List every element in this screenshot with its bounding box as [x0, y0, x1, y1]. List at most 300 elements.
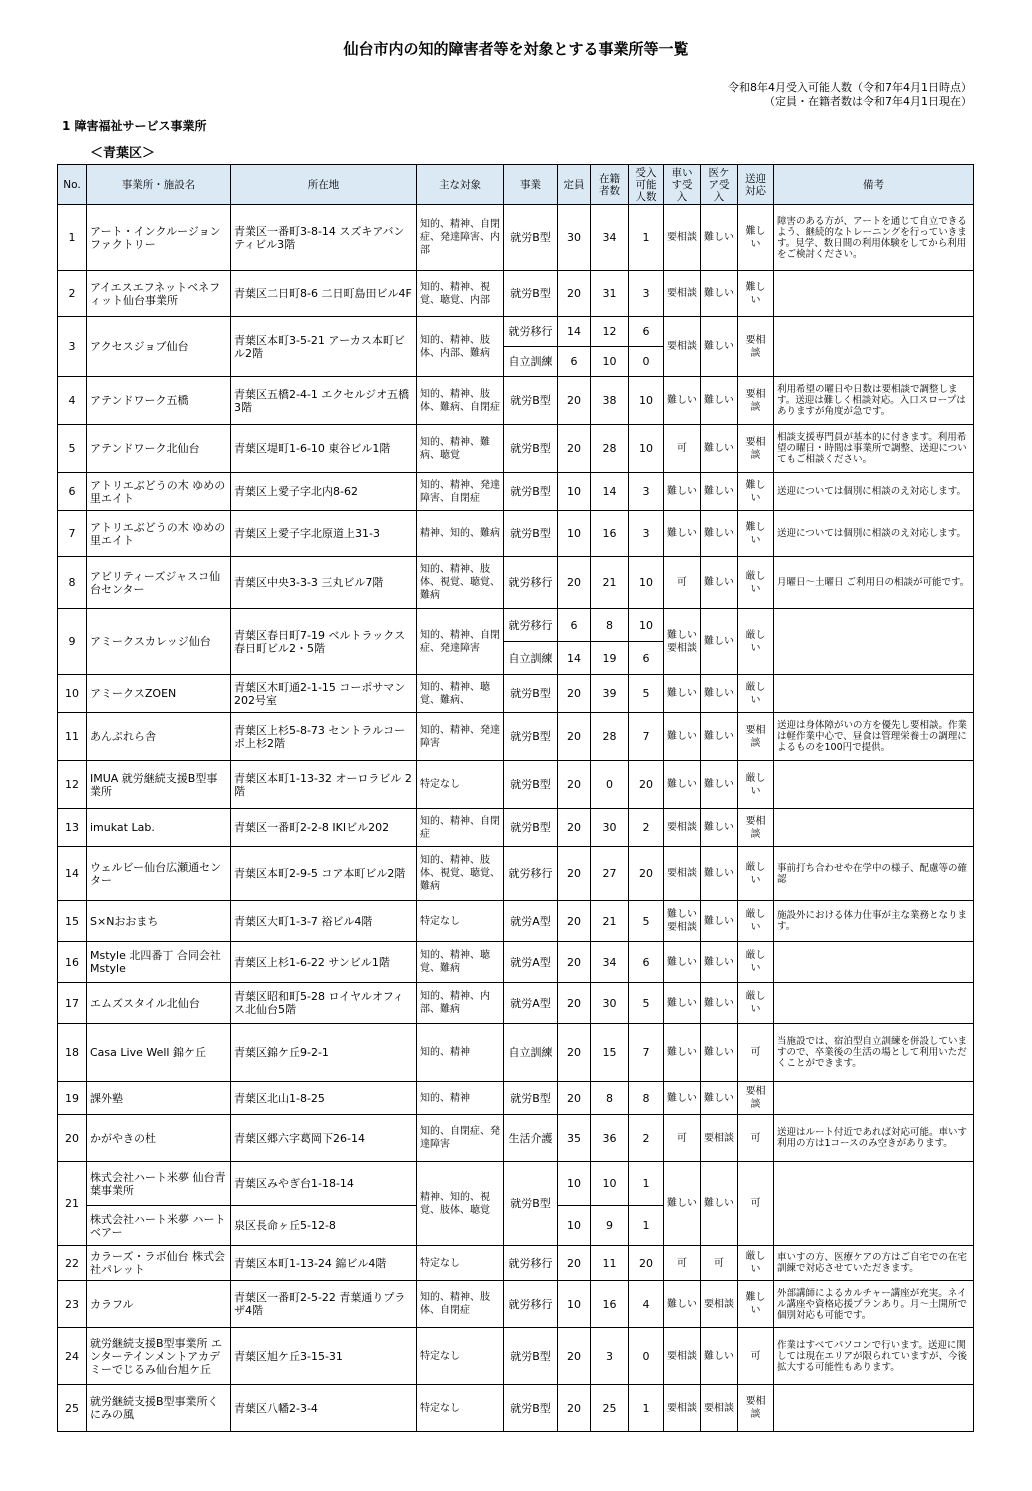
capacity: 10 — [558, 511, 591, 557]
medical-care: 難しい — [701, 425, 738, 473]
enrolled: 12 — [591, 317, 629, 347]
transport: 難しい — [738, 205, 774, 271]
enrolled: 27 — [591, 847, 629, 901]
wheelchair: 要相談 — [664, 1328, 701, 1385]
page-title: 仙台市内の知的障害者等を対象とする事業所等一覧 — [343, 40, 689, 58]
facility-address: 青葉区北山1-8-25 — [231, 1082, 417, 1115]
target-groups: 知的、精神、難病、聴覚 — [417, 425, 504, 473]
wheelchair: 難しい — [664, 511, 701, 557]
target-groups: 知的、精神、肢体、視覚、聴覚、難病 — [417, 557, 504, 609]
wheelchair: 要相談 — [664, 847, 701, 901]
capacity: 20 — [558, 1328, 591, 1385]
medical-care: 難しい — [701, 473, 738, 511]
header-cell: 車いす受入 — [664, 165, 701, 205]
target-groups: 特定なし — [417, 1328, 504, 1385]
acceptable: 6 — [629, 642, 664, 675]
header-cell: 事業 — [504, 165, 558, 205]
medical-care: 難しい — [701, 609, 738, 675]
capacity: 14 — [558, 642, 591, 675]
target-groups: 特定なし — [417, 761, 504, 809]
enrolled: 0 — [591, 761, 629, 809]
acceptable: 5 — [629, 901, 664, 942]
enrolled: 15 — [591, 1024, 629, 1082]
transport: 要相談 — [738, 317, 774, 377]
row-no: 1 — [58, 205, 87, 271]
medical-care: 難しい — [701, 317, 738, 377]
table-row — [58, 1024, 974, 1082]
wheelchair: 難しい — [664, 1162, 701, 1246]
enrolled: 16 — [591, 511, 629, 557]
wheelchair: 可 — [664, 1115, 701, 1162]
medical-care: 難しい — [701, 271, 738, 317]
service-type: 自立訓練 — [504, 1024, 558, 1082]
facility-address: 青葉区二日町8-6 二日町島田ビル4F — [231, 271, 417, 317]
facility-name: アイエスエフネットベネフィット仙台事業所 — [87, 271, 231, 317]
service-type: 自立訓練 — [504, 347, 558, 377]
table-row — [58, 1385, 974, 1432]
service-type: 就労B型 — [504, 1328, 558, 1385]
acceptable: 1 — [629, 205, 664, 271]
service-type: 就労B型 — [504, 377, 558, 425]
acceptable: 2 — [629, 1115, 664, 1162]
facility-address: 青葉区上杉1-6-22 サンビル1階 — [231, 942, 417, 983]
transport: 難しい — [738, 271, 774, 317]
acceptable: 3 — [629, 511, 664, 557]
target-groups: 知的、自閉症、発達障害 — [417, 1115, 504, 1162]
facility-name: エムズスタイル北仙台 — [87, 983, 231, 1024]
wheelchair: 難しい — [664, 713, 701, 761]
target-groups: 特定なし — [417, 1385, 504, 1432]
medical-care: 要相談 — [701, 1115, 738, 1162]
enrolled: 34 — [591, 205, 629, 271]
acceptable: 10 — [629, 425, 664, 473]
enrolled: 8 — [591, 609, 629, 642]
facility-address: 青葉区木町通2-1-15 コーポサマン202号室 — [231, 675, 417, 713]
service-type: 就労移行 — [504, 847, 558, 901]
capacity: 20 — [558, 942, 591, 983]
service-type: 生活介護 — [504, 1115, 558, 1162]
transport: 難しい — [738, 473, 774, 511]
remarks: 送迎については個別に相談のえ対応します。 — [774, 473, 974, 511]
row-no: 13 — [58, 809, 87, 847]
target-groups: 知的、精神、自閉症、発達障害、内部 — [417, 205, 504, 271]
acceptable: 7 — [629, 1024, 664, 1082]
remarks: 車いすの方、医療ケアの方はご自宅での在宅訓練で対応させていただきます。 — [774, 1246, 974, 1281]
table-row — [58, 809, 974, 847]
transport: 厳しい — [738, 983, 774, 1024]
remarks — [774, 1385, 974, 1432]
transport: 要相談 — [738, 713, 774, 761]
target-groups: 精神、知的、難病 — [417, 511, 504, 557]
remarks: 相談支援専門員が基本的に付きます。利用希望の曜日・時間は事業所で調整、送迎についてもご相談ください。 — [774, 425, 974, 473]
service-type: 就労A型 — [504, 901, 558, 942]
acceptable: 7 — [629, 713, 664, 761]
acceptable: 10 — [629, 377, 664, 425]
service-type: 就労B型 — [504, 809, 558, 847]
remarks — [774, 1082, 974, 1115]
table-row — [58, 609, 974, 642]
wheelchair: 要相談 — [664, 271, 701, 317]
enrolled: 8 — [591, 1082, 629, 1115]
row-no: 9 — [58, 609, 87, 675]
target-groups: 知的、精神、内部、難病 — [417, 983, 504, 1024]
row-no: 25 — [58, 1385, 87, 1432]
service-type: 就労移行 — [504, 1246, 558, 1281]
table-row — [58, 473, 974, 511]
remarks: 利用希望の曜日や日数は要相談で調整します。送迎は難しく相談対応。入口スロープはありますが角度が急です。 — [774, 377, 974, 425]
service-type: 就労B型 — [504, 271, 558, 317]
wheelchair: 要相談 — [664, 809, 701, 847]
facility-name: IMUA 就労継続支援B型事業所 — [87, 761, 231, 809]
row-no: 7 — [58, 511, 87, 557]
table-row — [58, 942, 974, 983]
wheelchair: 難しい — [664, 761, 701, 809]
enrolled: 10 — [591, 1162, 629, 1206]
header-cell: 定員 — [558, 165, 591, 205]
remarks: 送迎については個別に相談のえ対応します。 — [774, 511, 974, 557]
capacity: 10 — [558, 1162, 591, 1206]
enrolled: 36 — [591, 1115, 629, 1162]
target-groups: 知的、精神、自閉症、発達障害 — [417, 609, 504, 675]
enrolled: 14 — [591, 473, 629, 511]
remarks: 送迎はルート付近であれば対応可能。車いす利用の方は1コースのみ空きがあります。 — [774, 1115, 974, 1162]
transport: 可 — [738, 1162, 774, 1246]
facility-address: 青葉区本町2-9-5 コア本町ビル2階 — [231, 847, 417, 901]
acceptable: 10 — [629, 557, 664, 609]
capacity: 20 — [558, 1385, 591, 1432]
capacity: 20 — [558, 761, 591, 809]
facility-name: S×Nおおまち — [87, 901, 231, 942]
service-type: 就労B型 — [504, 425, 558, 473]
acceptable: 3 — [629, 271, 664, 317]
enrolled: 30 — [591, 983, 629, 1024]
table-row — [58, 847, 974, 901]
row-no: 6 — [58, 473, 87, 511]
row-no: 2 — [58, 271, 87, 317]
acceptable: 10 — [629, 609, 664, 642]
capacity: 10 — [558, 473, 591, 511]
remarks — [774, 809, 974, 847]
enrolled: 30 — [591, 809, 629, 847]
ward-heading: ＜青葉区＞ — [90, 146, 156, 161]
wheelchair: 難しい 要相談 — [664, 609, 701, 675]
table-row — [58, 901, 974, 942]
capacity: 20 — [558, 271, 591, 317]
service-type: 就労B型 — [504, 1082, 558, 1115]
facility-name: アミークスZOEN — [87, 675, 231, 713]
wheelchair: 要相談 — [664, 1385, 701, 1432]
service-type: 自立訓練 — [504, 642, 558, 675]
enrolled: 25 — [591, 1385, 629, 1432]
transport: 厳しい — [738, 675, 774, 713]
facility-name: 株式会社ハート米夢 仙台青葉事業所 — [87, 1162, 231, 1206]
capacity: 30 — [558, 205, 591, 271]
remarks: 施設外における体力仕事が主な業務となります。 — [774, 901, 974, 942]
capacity: 20 — [558, 425, 591, 473]
transport: 厳しい — [738, 557, 774, 609]
facility-name: 課外塾 — [87, 1082, 231, 1115]
table-row — [58, 1246, 974, 1281]
medical-care: 難しい — [701, 1162, 738, 1246]
target-groups: 知的、精神、発達障害 — [417, 713, 504, 761]
facility-address: 青葉区錦ケ丘9-2-1 — [231, 1024, 417, 1082]
acceptable: 20 — [629, 1246, 664, 1281]
remarks — [774, 675, 974, 713]
facility-address: 青葉区五橋2-4-1 エクセルジオ五橋3階 — [231, 377, 417, 425]
medical-care: 難しい — [701, 557, 738, 609]
enrolled: 38 — [591, 377, 629, 425]
facility-address: 青業区一番町3-8-14 スズキアバンティビル3階 — [231, 205, 417, 271]
enrolled: 28 — [591, 425, 629, 473]
table-row — [58, 1115, 974, 1162]
section-heading: 1 障害福祉サービス事業所 — [62, 119, 207, 133]
row-no: 3 — [58, 317, 87, 377]
acceptable: 8 — [629, 1082, 664, 1115]
target-groups: 知的、精神、聴覚、難病 — [417, 942, 504, 983]
row-no: 4 — [58, 377, 87, 425]
wheelchair: 可 — [664, 425, 701, 473]
capacity: 20 — [558, 377, 591, 425]
row-no: 24 — [58, 1328, 87, 1385]
table-row — [58, 761, 974, 809]
capacity: 10 — [558, 1206, 591, 1246]
wheelchair: 難しい — [664, 377, 701, 425]
acceptable: 3 — [629, 473, 664, 511]
wheelchair: 難しい — [664, 1281, 701, 1328]
transport: 要相談 — [738, 377, 774, 425]
acceptable: 4 — [629, 1281, 664, 1328]
row-no: 14 — [58, 847, 87, 901]
facility-table — [57, 164, 974, 1432]
date-note: 令和8年4月受入可能人数（令和7年4月1日時点） — [728, 81, 972, 94]
enrolled: 16 — [591, 1281, 629, 1328]
capacity: 20 — [558, 983, 591, 1024]
header-cell: No. — [58, 165, 87, 205]
target-groups: 知的、精神、肢体、視覚、聴覚、難病 — [417, 847, 504, 901]
medical-care: 難しい — [701, 1024, 738, 1082]
header-cell: 備考 — [774, 165, 974, 205]
medical-care: 難しい — [701, 511, 738, 557]
facility-name: あんぷれら舎 — [87, 713, 231, 761]
transport: 厳しい — [738, 847, 774, 901]
row-no: 11 — [58, 713, 87, 761]
target-groups: 知的、精神、発達障害、自閉症 — [417, 473, 504, 511]
header-cell: 所在地 — [231, 165, 417, 205]
wheelchair: 難しい — [664, 983, 701, 1024]
transport: 要相談 — [738, 1082, 774, 1115]
table-row — [58, 983, 974, 1024]
wheelchair: 難しい — [664, 473, 701, 511]
row-no: 15 — [58, 901, 87, 942]
medical-care: 難しい — [701, 847, 738, 901]
header-cell: 事業所・施設名 — [87, 165, 231, 205]
service-type: 就労移行 — [504, 609, 558, 642]
target-groups: 知的、精神 — [417, 1082, 504, 1115]
transport: 可 — [738, 1024, 774, 1082]
target-groups: 精神、知的、視覚、肢体、聴覚 — [417, 1162, 504, 1246]
facility-name: 就労継続支援B型事業所くにみの風 — [87, 1385, 231, 1432]
row-no: 19 — [58, 1082, 87, 1115]
enrolled: 39 — [591, 675, 629, 713]
facility-name: Mstyle 北四番丁 合同会社Mstyle — [87, 942, 231, 983]
facility-address: 青葉区昭和町5-28 ロイヤルオフィス北仙台5階 — [231, 983, 417, 1024]
medical-care: 要相談 — [701, 1385, 738, 1432]
wheelchair: 可 — [664, 557, 701, 609]
transport: 要相談 — [738, 809, 774, 847]
acceptable: 1 — [629, 1206, 664, 1246]
transport: 要相談 — [738, 1385, 774, 1432]
facility-name: アビリティーズジャスコ仙台センター — [87, 557, 231, 609]
facility-name: アテンドワーク北仙台 — [87, 425, 231, 473]
service-type: 就労移行 — [504, 317, 558, 347]
facility-name: ウェルビー仙台広瀬通センター — [87, 847, 231, 901]
capacity: 20 — [558, 809, 591, 847]
target-groups: 特定なし — [417, 901, 504, 942]
medical-care: 難しい — [701, 809, 738, 847]
facility-address: 青葉区本町1-13-24 錦ビル4階 — [231, 1246, 417, 1281]
target-groups: 知的、精神 — [417, 1024, 504, 1082]
capacity: 6 — [558, 609, 591, 642]
table-row — [58, 511, 974, 557]
row-no: 10 — [58, 675, 87, 713]
service-type: 就労B型 — [504, 511, 558, 557]
target-groups: 知的、精神、自閉症 — [417, 809, 504, 847]
medical-care: 可 — [701, 1246, 738, 1281]
remarks — [774, 609, 974, 675]
service-type: 就労B型 — [504, 1385, 558, 1432]
row-no: 21 — [58, 1162, 87, 1246]
facility-address: 青葉区中央3-3-3 三丸ビル7階 — [231, 557, 417, 609]
transport: 厳しい — [738, 609, 774, 675]
row-no: 12 — [58, 761, 87, 809]
row-no: 17 — [58, 983, 87, 1024]
transport: 厳しい — [738, 901, 774, 942]
acceptable: 5 — [629, 675, 664, 713]
capacity: 20 — [558, 713, 591, 761]
transport: 厳しい — [738, 942, 774, 983]
acceptable: 6 — [629, 942, 664, 983]
row-no: 23 — [58, 1281, 87, 1328]
capacity: 20 — [558, 675, 591, 713]
capacity: 20 — [558, 1082, 591, 1115]
service-type: 就労A型 — [504, 942, 558, 983]
target-groups: 知的、精神、肢体、自閉症 — [417, 1281, 504, 1328]
remarks — [774, 271, 974, 317]
remarks: 障害のある方が、アートを通じて自立できるよう、継続的なトレーニングを行っていきます。見学、数日間の利用体験をしてから利用をご検討ください。 — [774, 205, 974, 271]
table-row — [58, 205, 974, 271]
facility-address: 青葉区上愛子字北内8-62 — [231, 473, 417, 511]
header-cell: 在籍者数 — [591, 165, 629, 205]
capacity: 20 — [558, 557, 591, 609]
enrolled: 21 — [591, 901, 629, 942]
transport: 可 — [738, 1328, 774, 1385]
facility-address: 青葉区上杉5-8-73 セントラルコーポ上杉2階 — [231, 713, 417, 761]
acceptable: 1 — [629, 1162, 664, 1206]
enrolled: 21 — [591, 557, 629, 609]
table-row — [58, 377, 974, 425]
facility-address: 青葉区大町1-3-7 裕ビル4階 — [231, 901, 417, 942]
facility-address: 青葉区堤町1-6-10 東谷ビル1階 — [231, 425, 417, 473]
acceptable: 0 — [629, 1328, 664, 1385]
service-type: 就労B型 — [504, 1162, 558, 1246]
header-cell: 受入可能人数 — [629, 165, 664, 205]
enrolled: 10 — [591, 347, 629, 377]
facility-name: 株式会社ハート米夢 ハートベアー — [87, 1206, 231, 1246]
medical-care: 難しい — [701, 761, 738, 809]
wheelchair: 要相談 — [664, 205, 701, 271]
facility-address: 青葉区春日町7-19 ベルトラックス春日町ビル2・5階 — [231, 609, 417, 675]
facility-name: アクセスジョブ仙台 — [87, 317, 231, 377]
facility-name: Casa Live Well 錦ケ丘 — [87, 1024, 231, 1082]
wheelchair: 難しい — [664, 942, 701, 983]
facility-address: 青葉区本町1-13-32 オーロラビル 2階 — [231, 761, 417, 809]
service-type: 就労B型 — [504, 761, 558, 809]
table-row — [58, 675, 974, 713]
facility-name: アトリエぶどうの木 ゆめの里エイト — [87, 511, 231, 557]
wheelchair: 可 — [664, 1246, 701, 1281]
medical-care: 難しい — [701, 205, 738, 271]
remarks: 外部講師によるカルチャー講座が充実。ネイル講座や資格応援プランあり。月～土開所で個別対応も可能です。 — [774, 1281, 974, 1328]
header-row — [58, 165, 974, 205]
facility-name: カラフル — [87, 1281, 231, 1328]
enrolled: 34 — [591, 942, 629, 983]
service-type: 就労B型 — [504, 473, 558, 511]
table-row — [58, 425, 974, 473]
service-type: 就労B型 — [504, 205, 558, 271]
capacity: 20 — [558, 1246, 591, 1281]
service-type: 就労移行 — [504, 557, 558, 609]
wheelchair: 難しい — [664, 1082, 701, 1115]
medical-care: 難しい — [701, 1082, 738, 1115]
target-groups: 知的、精神、聴覚、難病、 — [417, 675, 504, 713]
medical-care: 難しい — [701, 1328, 738, 1385]
enrolled: 28 — [591, 713, 629, 761]
service-type: 就労移行 — [504, 1281, 558, 1328]
remarks: 事前打ち合わせや在学中の様子、配慮等の確認 — [774, 847, 974, 901]
table-row — [58, 1162, 974, 1206]
remarks — [774, 983, 974, 1024]
enrolled: 31 — [591, 271, 629, 317]
table-row — [58, 271, 974, 317]
row-no: 16 — [58, 942, 87, 983]
facility-address: 青葉区郷六字葛岡下26-14 — [231, 1115, 417, 1162]
remarks — [774, 1162, 974, 1246]
medical-care: 要相談 — [701, 1281, 738, 1328]
table-row — [58, 1082, 974, 1115]
header-cell: 医ケア受入 — [701, 165, 738, 205]
remarks: 月曜日～土曜日 ご利用日の相談が可能です。 — [774, 557, 974, 609]
facility-address: 青葉区本町3-5-21 アーカス本町ビル2階 — [231, 317, 417, 377]
enrolled: 11 — [591, 1246, 629, 1281]
target-groups: 知的、精神、肢体、内部、難病 — [417, 317, 504, 377]
wheelchair: 難しい — [664, 1024, 701, 1082]
medical-care: 難しい — [701, 983, 738, 1024]
transport: 要相談 — [738, 425, 774, 473]
row-no: 8 — [58, 557, 87, 609]
remarks — [774, 317, 974, 377]
remarks: 送迎は身体障がいの方を優先し要相談。作業は軽作業中心で、昼食は管理栄養士の調理によるものを100円で提供。 — [774, 713, 974, 761]
acceptable: 2 — [629, 809, 664, 847]
capacity: 10 — [558, 1281, 591, 1328]
remarks: 作業はすべてパソコンで行います。送迎に関しては現在エリアが限られていますが、今後拡大する可能性もあります。 — [774, 1328, 974, 1385]
capacity: 14 — [558, 317, 591, 347]
header-cell: 送迎対応 — [738, 165, 774, 205]
service-type: 就労B型 — [504, 675, 558, 713]
facility-address: 青葉区上愛子字北原道上31-3 — [231, 511, 417, 557]
capacity: 6 — [558, 347, 591, 377]
medical-care: 難しい — [701, 901, 738, 942]
wheelchair: 難しい 要相談 — [664, 901, 701, 942]
